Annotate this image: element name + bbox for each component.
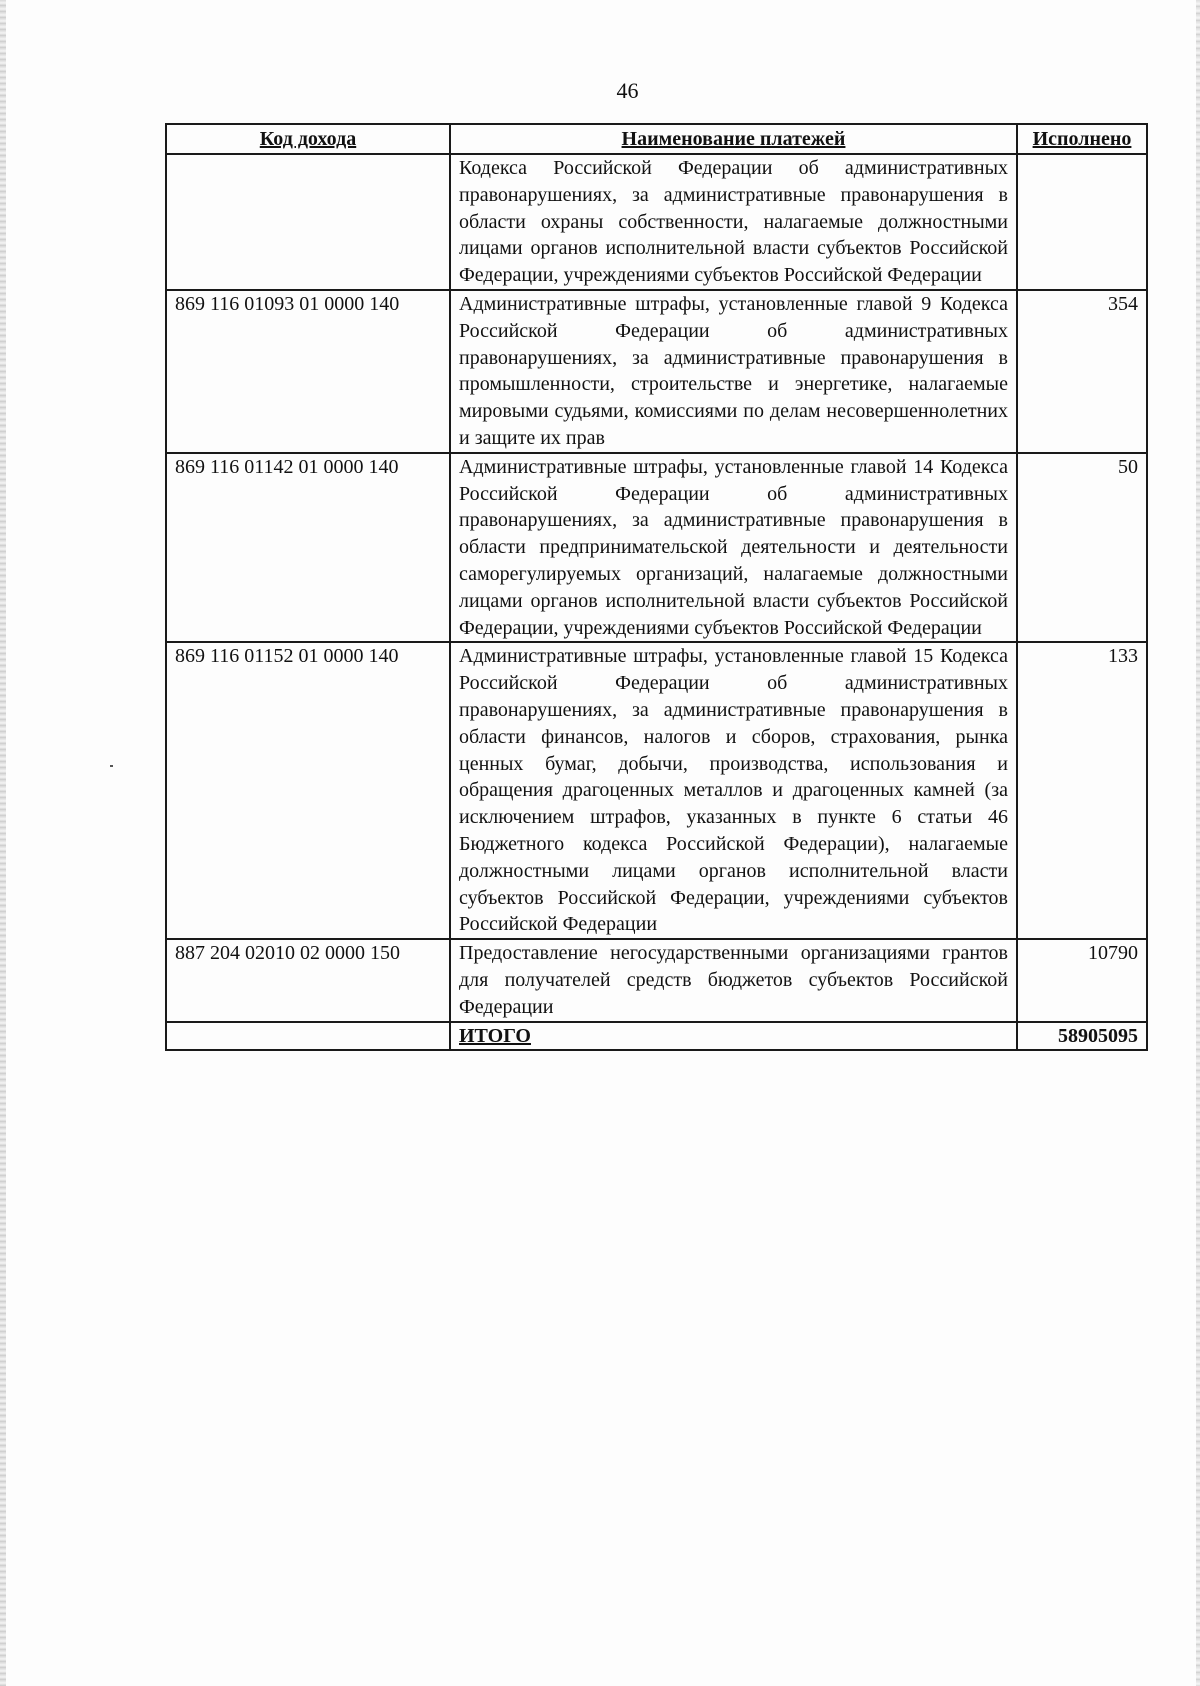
revenue-table (165, 123, 1148, 1051)
total-row (166, 1022, 1147, 1050)
header-code: Код дохода (166, 124, 450, 154)
row-code (166, 154, 450, 290)
row-executed: 10790 (1017, 939, 1147, 1021)
row-code: 869 116 01152 01 0000 140 (166, 642, 450, 939)
scan-edge-left (0, 0, 6, 1686)
total-value: 58905095 (1017, 1022, 1147, 1050)
page-number: 46 (616, 78, 639, 103)
header-executed: Исполнено (1017, 124, 1147, 154)
row-code: 869 116 01093 01 0000 140 (166, 290, 450, 453)
row-executed: 354 (1017, 290, 1147, 453)
row-name: Административные штрафы, установленные главой 9 Кодекса Российской Федерации об административных правонарушениях, за административные правонарушения в промышленности, строительстве и энергетике, налагаемые мировыми судьями, комиссиями по делам несовершеннолетних и защите их прав (450, 290, 1017, 453)
total-label: ИТОГО (450, 1022, 1017, 1050)
row-name: Административные штрафы, установленные главой 15 Кодекса Российской Федерации об административных правонарушениях, за административные правонарушения в области финансов, налогов и сборов, страхования, рынка ценных бумаг, добычи, производства, использования и обращения драгоценных металлов и драгоценных камней (за исключением штрафов, указанных в пункте 6 статьи 46 Бюджетного кодекса Российской Федерации), налагаемые должностными лицами органов исполнительной власти субъектов Российской Федерации, учреждениями субъектов Российской Федерации (450, 642, 1017, 939)
row-executed (1017, 154, 1147, 290)
row-name: Предоставление негосударственными организациями грантов для получателей средств бюджетов субъектов Российской Федерации (450, 939, 1017, 1021)
row-executed: 133 (1017, 642, 1147, 939)
table-row (166, 154, 1147, 290)
header-name: Наименование платежей (450, 124, 1017, 154)
table-row (166, 290, 1147, 453)
row-name: Административные штрафы, установленные главой 14 Кодекса Российской Федерации об административных правонарушениях, за административные правонарушения в области предпринимательской деятельности и деятельности саморегулируемых организаций, налагаемые должностными лицами органов исполнительной власти субъектов Российской Федерации, учреждениями субъектов Российской Федерации (450, 453, 1017, 643)
scan-edge-right (1196, 0, 1200, 1686)
row-executed: 50 (1017, 453, 1147, 643)
table-row (166, 642, 1147, 939)
row-name: Кодекса Российской Федерации об административных правонарушениях, за административные правонарушения в области охраны собственности, налагаемые должностными лицами органов исполнительной власти субъектов Российской Федерации, учреждениями субъектов Российской Федерации (450, 154, 1017, 290)
table-row (166, 453, 1147, 643)
table-row (166, 939, 1147, 1021)
total-code (166, 1022, 450, 1050)
scan-speck (110, 765, 113, 767)
row-code: 887 204 02010 02 0000 150 (166, 939, 450, 1021)
row-code: 869 116 01142 01 0000 140 (166, 453, 450, 643)
table-header-row (166, 124, 1147, 154)
